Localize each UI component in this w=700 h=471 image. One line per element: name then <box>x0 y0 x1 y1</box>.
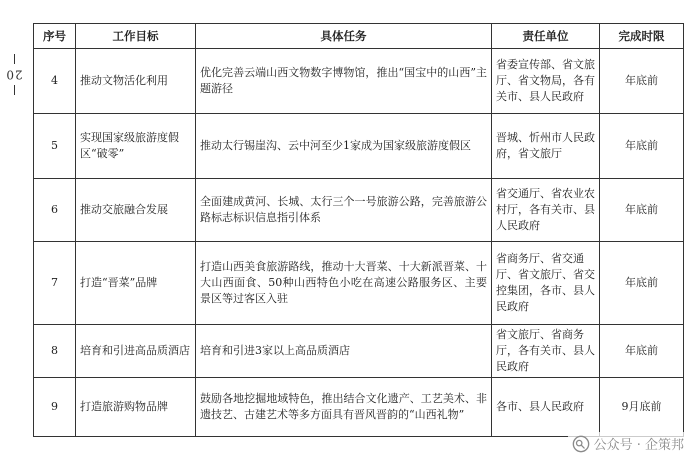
cell-time: 年底前 <box>600 114 684 179</box>
cell-goal: 打造“晋菜”品牌 <box>76 242 196 325</box>
cell-seq: 6 <box>34 179 76 242</box>
cell-task: 推动太行锡崖沟、云中河至少1家成为国家级旅游度假区 <box>196 114 492 179</box>
header-seq: 序号 <box>34 24 76 49</box>
watermark-text: 公众号 · 企策邦 <box>593 438 684 453</box>
cell-time: 年底前 <box>600 49 684 114</box>
task-table <box>33 23 684 437</box>
page-dash-top <box>14 54 15 64</box>
cell-time: 9月底前 <box>600 378 684 437</box>
cell-task: 打造山西美食旅游路线，推动十大晋菜、十大新派晋菜、十大山西面食、50种山西特色小吃在高速公路服务区、主要景区等过客区入驻 <box>196 242 492 325</box>
table-row <box>34 179 684 242</box>
cell-time: 年底前 <box>600 242 684 325</box>
cell-goal: 培育和引进高品质酒店 <box>76 325 196 378</box>
page-number: 20 <box>5 67 23 82</box>
cell-unit: 省交通厅、省农业农村厅，各有关市、县人民政府 <box>492 179 600 242</box>
cell-seq: 9 <box>34 378 76 437</box>
header-unit: 责任单位 <box>492 24 600 49</box>
table-row <box>34 49 684 114</box>
cell-seq: 5 <box>34 114 76 179</box>
cell-task: 鼓励各地挖掘地域特色，推出结合文化遗产、工艺美术、非遗技艺、古建艺术等多方面具有晋风晋韵的“山西礼物” <box>196 378 492 437</box>
cell-task: 全面建成黄河、长城、太行三个一号旅游公路，完善旅游公路标志标识信息指引体系 <box>196 179 492 242</box>
page-number-marker <box>6 52 22 97</box>
cell-unit: 省文旅厅、省商务厅，各有关市、县人民政府 <box>492 325 600 378</box>
cell-unit: 省委宣传部、省文旅厅、省文物局，各有关市、县人民政府 <box>492 49 600 114</box>
wechat-official-account-icon <box>572 435 590 453</box>
table-row <box>34 242 684 325</box>
cell-unit: 省商务厅、省交通厅、省文旅厅、省交控集团，各市、县人民政府 <box>492 242 600 325</box>
header-goal: 工作目标 <box>76 24 196 49</box>
table-header-row <box>34 24 684 49</box>
cell-goal: 推动文物活化利用 <box>76 49 196 114</box>
cell-task: 优化完善云端山西文物数字博物馆，推出“国宝中的山西”主题游径 <box>196 49 492 114</box>
cell-time: 年底前 <box>600 179 684 242</box>
table-row <box>34 378 684 437</box>
cell-goal: 推动交旅融合发展 <box>76 179 196 242</box>
cell-seq: 7 <box>34 242 76 325</box>
header-task: 具体任务 <box>196 24 492 49</box>
cell-seq: 4 <box>34 49 76 114</box>
table-row <box>34 114 684 179</box>
header-time: 完成时限 <box>600 24 684 49</box>
watermark <box>568 432 688 455</box>
cell-goal: 实现国家级旅游度假区“破零” <box>76 114 196 179</box>
cell-time: 年底前 <box>600 325 684 378</box>
cell-unit: 晋城、忻州市人民政府，省文旅厅 <box>492 114 600 179</box>
cell-goal: 打造旅游购物品牌 <box>76 378 196 437</box>
cell-seq: 8 <box>34 325 76 378</box>
table-row <box>34 325 684 378</box>
cell-unit: 各市、县人民政府 <box>492 378 600 437</box>
page-dash-bottom <box>14 85 15 95</box>
cell-task: 培育和引进3家以上高品质酒店 <box>196 325 492 378</box>
